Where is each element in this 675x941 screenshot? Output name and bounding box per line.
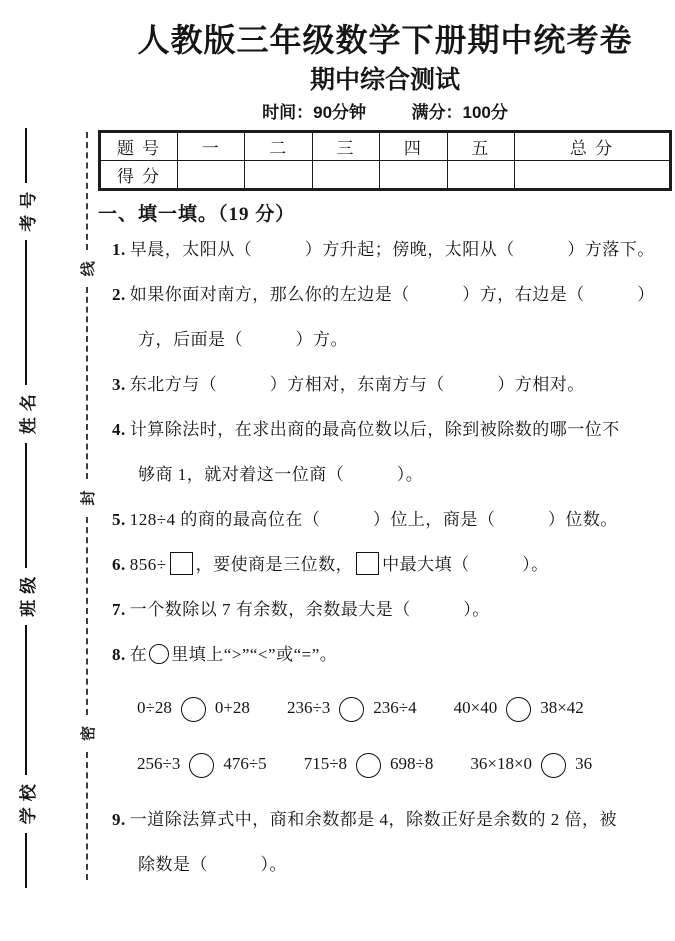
question-1-text: 早晨，太阳从（ ）方升起；傍晚，太阳从（ ）方落下。: [129, 240, 655, 259]
question-4-number: 4.: [112, 420, 126, 439]
score-col-1: 一: [178, 132, 245, 161]
question-9-line1: 一道除法算式中，商和余数都是 4，除数正好是余数的 2 倍，被: [129, 810, 617, 829]
question-7: [98, 587, 672, 632]
question-8-part2: 里填上“>”“<”或“=”。: [171, 645, 338, 664]
paper-title: 人教版三年级数学下册期中统考卷: [137, 22, 633, 58]
question-5-number: 5.: [112, 510, 126, 529]
question-9-number: 9.: [112, 810, 126, 829]
score-cell: [515, 161, 671, 190]
fill-in-line: [25, 128, 27, 183]
comparison-circle-icon: [149, 644, 169, 664]
divisor-blank-box: [170, 552, 193, 575]
question-7-number: 7.: [112, 600, 126, 619]
score-col-2: 二: [245, 132, 312, 161]
question-9: [98, 797, 672, 887]
score-col-total: 总 分: [515, 132, 671, 161]
question-6-part1: 856÷: [129, 555, 167, 574]
score-table-score-row: [100, 161, 671, 190]
comparison-circle: [506, 697, 531, 722]
time-limit: 时间：90分钟: [262, 103, 367, 122]
sidebar-label-name: 姓名: [18, 388, 38, 435]
question-4: [98, 407, 672, 497]
comparison-row-2: [98, 739, 672, 789]
sidebar-label-school: 学校: [18, 778, 38, 825]
question-2-number: 2.: [112, 285, 126, 304]
question-8-number: 8.: [112, 645, 126, 664]
score-col-5: 五: [447, 132, 514, 161]
score-cell: [447, 161, 514, 190]
score-cell: [245, 161, 312, 190]
sidebar-label-class: 班级: [18, 570, 38, 617]
question-6-part3: 中最大填（ ）。: [382, 555, 549, 574]
question-4-line2: 够商 1，就对着这一位商（ ）。: [138, 465, 424, 484]
seal-char-feng: 封: [80, 490, 97, 506]
question-6-part2: ，要使商是三位数，: [195, 555, 354, 574]
question-5: [98, 497, 672, 542]
question-3-number: 3.: [112, 375, 126, 394]
fill-in-line: [25, 626, 27, 776]
comparison-item: 236÷3 236÷4: [287, 683, 417, 733]
comparison-circle: [356, 753, 381, 778]
seal-dash-line: [86, 132, 88, 250]
fill-in-line: [25, 443, 27, 568]
score-cell: [312, 161, 379, 190]
comparison-circle: [189, 753, 214, 778]
question-6: [98, 542, 672, 587]
question-3: [98, 362, 672, 407]
fill-in-line: [25, 241, 27, 386]
comparison-item: 715÷8 698÷8: [304, 739, 434, 789]
score-cell: [178, 161, 245, 190]
exam-info-line: [98, 102, 672, 124]
question-7-text: 一个数除以 7 有余数，余数最大是（ ）。: [129, 600, 490, 619]
score-col-4: 四: [380, 132, 447, 161]
seal-char-mi: 密: [80, 725, 97, 741]
paper-subtitle: 期中综合测试: [309, 66, 460, 94]
divisor-blank-box: [356, 552, 379, 575]
question-3-text: 东北方与（ ）方相对，东南方与（ ）方相对。: [129, 375, 585, 394]
seal-dash-line: [86, 752, 88, 880]
comparison-row-1: [98, 683, 672, 733]
main-content: [98, 0, 672, 887]
score-row-label: 得 分: [100, 161, 178, 190]
comparison-circle: [541, 753, 566, 778]
seal-line-rotated: [74, 132, 100, 880]
question-9-line2: 除数是（ ）。: [138, 855, 287, 874]
seal-line-strip: [74, 132, 100, 880]
question-1: [98, 227, 672, 272]
question-list: [98, 227, 672, 887]
student-info-strip: [2, 128, 50, 888]
question-2: [98, 272, 672, 362]
student-info-rotated: [2, 128, 50, 888]
question-5-text: 128÷4 的商的最高位在（ ）位上，商是（ ）位数。: [129, 510, 618, 529]
comparison-item: 36×18×0 36: [470, 739, 592, 789]
full-score: 满分：100分: [411, 103, 508, 122]
sidebar-label-exam-number: 考号: [18, 185, 38, 232]
comparison-item: 256÷3 476÷5: [137, 739, 267, 789]
comparison-item: 0÷28 0+28: [137, 683, 250, 733]
score-col-3: 三: [312, 132, 379, 161]
comparison-circle: [339, 697, 364, 722]
question-2-line2: 方，后面是（ ）方。: [138, 330, 348, 349]
question-1-number: 1.: [112, 240, 126, 259]
seal-dash-line: [86, 517, 88, 715]
question-6-number: 6.: [112, 555, 126, 574]
question-8: [98, 632, 672, 677]
score-table-corner: 题 号: [100, 132, 178, 161]
score-table: [98, 130, 672, 191]
seal-char-xian: 线: [80, 261, 97, 277]
comparison-circle: [181, 697, 206, 722]
comparison-item: 40×40 38×42: [454, 683, 584, 733]
score-cell: [380, 161, 447, 190]
fill-in-line: [25, 833, 27, 888]
seal-dash-line: [86, 287, 88, 479]
score-table-header-row: [100, 132, 671, 161]
question-2-line1: 如果你面对南方，那么你的左边是（ ）方，右边是（ ）: [129, 285, 655, 304]
section-one-heading: 一、填一填。（19 分）: [98, 204, 296, 225]
question-4-line1: 计算除法时，在求出商的最高位数以后，除到被除数的哪一位不: [129, 420, 620, 439]
question-8-part1: 在: [129, 645, 148, 664]
